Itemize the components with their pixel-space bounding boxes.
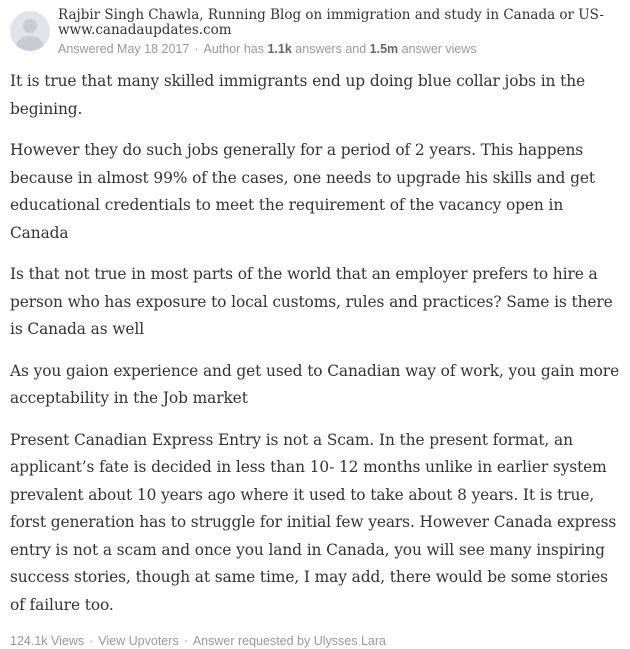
- views-label: answer views: [401, 42, 477, 56]
- avatar[interactable]: [10, 11, 50, 51]
- answer-paragraph: However they do such jobs generally for a period of 2 years. This happens because in almost 99% of the cases, one needs to upgrade his skills and get educational credentials to meet the requirement of the vacancy open in Canada: [10, 141, 595, 242]
- answer-paragraph: Present Canadian Express Entry is not a Scam. In the present format, an applicant’s fate is decided in less than 10- 12 months unlike in earlier system prevalent about 10 years ago where it used to take about 8 years. It is true, forst generation has to struggle for initial few years. However Canada express entry is not a scam and once you land in Canada, you will see many inspiring success stories, though at same time, I may add, there would be some stories of failure too.: [10, 430, 617, 614]
- avatar-shoulders-shape: [16, 36, 44, 51]
- answers-count: 1.1k: [267, 42, 292, 56]
- answer-paragraph: As you gaion experience and get used to Canadian way of work, you gain more acceptability in the Job market: [10, 361, 620, 407]
- view-upvoters-link[interactable]: View Upvoters: [98, 634, 179, 648]
- answer-requested-link[interactable]: Answer requested by Ulysses Lara: [192, 634, 386, 648]
- views-count: 1.5m: [369, 42, 399, 56]
- answer-header: [10, 8, 622, 68]
- answer-footer: [10, 633, 622, 649]
- answer-card: [10, 8, 622, 649]
- author-has-label: Author has: [203, 42, 264, 56]
- answer-meta: [58, 41, 622, 57]
- author-credential: Running Blog on immigration and study in Canada or US- www.canadaupdates.com: [58, 7, 604, 38]
- meta-separator: ·: [194, 42, 199, 56]
- footer-separator: ·: [89, 634, 94, 648]
- author-info: [58, 8, 622, 57]
- answer-body: [10, 68, 622, 619]
- answers-label: answers and: [295, 42, 367, 56]
- answer-paragraph: It is true that many skilled immigrants end up doing blue collar jobs in the begining.: [10, 72, 586, 118]
- answered-date-link[interactable]: Answered May 18 2017: [58, 42, 190, 56]
- footer-separator: ·: [183, 634, 188, 648]
- author-comma: ,: [199, 7, 208, 23]
- answer-paragraph: Is that not true in most parts of the world that an employer prefers to hire a person who has exposure to local customs, rules and practices? Same is there is Canada as well: [10, 265, 613, 338]
- views-count-link[interactable]: 124.1k Views: [10, 634, 85, 648]
- author-line: [58, 8, 622, 38]
- avatar-person-icon: [23, 19, 37, 33]
- author-name-link[interactable]: Rajbir Singh Chawla: [58, 7, 200, 23]
